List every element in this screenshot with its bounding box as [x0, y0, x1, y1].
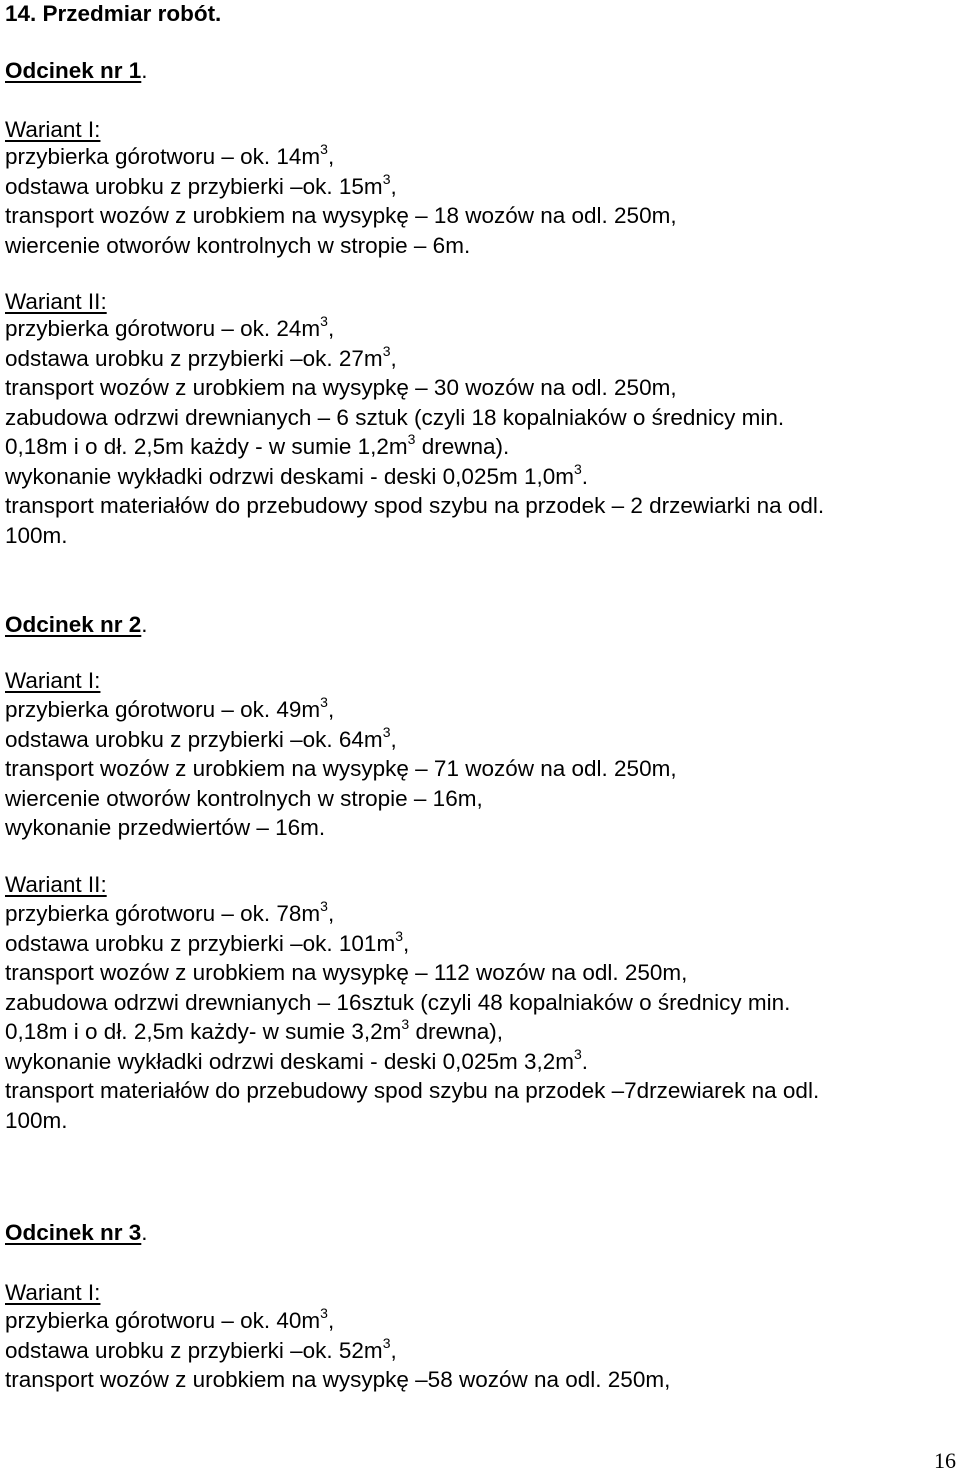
item-text: transport wozów z urobkiem na wysypkę – 112 wozów na odl. 250m,: [5, 960, 688, 985]
item-line: [5, 927, 410, 958]
item-text-tail: ,: [390, 345, 397, 371]
unit-exponent: 3: [573, 460, 582, 477]
item-line: [5, 989, 790, 1017]
section-title-label: Odcinek nr 1: [5, 58, 142, 83]
variant-heading: Wariant II:: [5, 872, 107, 897]
section-title-3: Odcinek nr 3.: [5, 1220, 148, 1245]
item-line: [5, 315, 334, 343]
item-text: transport wozów z urobkiem na wysypkę – 71 wozów na odl. 250m,: [5, 756, 677, 781]
item-text: transport materiałów do przebudowy spod szybu na przodek – 2 drzewiarki na odl.: [5, 493, 825, 518]
item-text: odstawa urobku z przybierki –ok. 64m: [5, 726, 383, 752]
item-text: zabudowa odrzwi drewnianych – 6 sztuk (czyli 18 kopalniaków o średnicy min.: [5, 404, 785, 430]
unit-exponent: 3: [407, 431, 416, 447]
item-text: zabudowa odrzwi drewnianych – 16sztuk (czyli 48 kopalniaków o średnicy min.: [5, 989, 791, 1015]
item-text-tail: ,: [390, 726, 397, 752]
item-text: przybierka górotworu – ok. 24m: [5, 316, 321, 341]
item-line: [5, 1307, 334, 1335]
item-line: [5, 374, 677, 402]
item-line: [5, 1107, 68, 1135]
item-line: [5, 342, 397, 373]
item-text: 100m.: [5, 522, 68, 548]
item-text: 100m.: [5, 1107, 68, 1133]
section-heading: 14. Przedmiar robót.: [5, 1, 222, 26]
item-line: [5, 723, 397, 754]
item-text: wiercenie otworów kontrolnych w stropie – 16m,: [5, 785, 483, 811]
unit-exponent: 3: [320, 313, 328, 329]
item-text-tail: ,: [403, 930, 410, 956]
unit-exponent: 3: [320, 898, 328, 914]
item-text-tail: ,: [327, 144, 335, 169]
item-text: wykonanie wykładki odrzwi deskami - deski 0,025m 3,2m: [5, 1048, 574, 1074]
section-title-label: Odcinek nr 2: [5, 612, 142, 637]
item-line: [5, 492, 824, 520]
item-line: [5, 404, 784, 432]
item-text: transport materiałów do przebudowy spod szybu na przodek –7drzewiarek na odl.: [5, 1078, 820, 1103]
item-text-tail: drewna).: [415, 434, 510, 459]
item-text-tail: ,: [327, 1308, 335, 1333]
item-text: wykonanie przedwiertów – 16m.: [5, 815, 326, 840]
item-line: [5, 202, 677, 230]
item-text: transport wozów z urobkiem na wysypkę – 18 wozów na odl. 250m,: [5, 203, 677, 228]
item-line: [5, 170, 397, 201]
unit-exponent: 3: [382, 342, 391, 359]
item-text: przybierka górotworu – ok. 78m: [5, 901, 321, 926]
item-text-tail: ,: [327, 316, 335, 341]
section-title-1: Odcinek nr 1.: [5, 58, 148, 83]
section-title-label: Odcinek nr 3: [5, 1220, 142, 1245]
item-text: 0,18m i o dł. 2,5m każdy - w sumie 1,2m: [5, 434, 408, 459]
item-line: [5, 755, 677, 783]
item-text: 0,18m i o dł. 2,5m każdy- w sumie 3,2m: [5, 1019, 402, 1044]
variant-heading: Wariant II:: [5, 289, 107, 314]
item-text: przybierka górotworu – ok. 49m: [5, 697, 321, 722]
unit-exponent: 3: [382, 170, 391, 187]
variant-heading: Wariant I:: [5, 117, 101, 142]
unit-exponent: 3: [382, 723, 391, 740]
item-line: [5, 522, 68, 550]
item-line: [5, 1077, 819, 1105]
item-text-tail: drewna),: [409, 1019, 503, 1044]
item-text-tail: ,: [390, 1337, 397, 1363]
item-line: [5, 433, 509, 461]
item-text-tail: ,: [390, 173, 397, 199]
item-text: przybierka górotworu – ok. 40m: [5, 1308, 321, 1333]
item-line: [5, 143, 334, 171]
item-line: [5, 696, 334, 724]
unit-exponent: 3: [382, 1334, 391, 1351]
page-number: 16: [934, 1448, 956, 1473]
item-line: [5, 900, 334, 928]
item-text: wiercenie otworów kontrolnych w stropie – 6m.: [5, 232, 471, 258]
unit-exponent: 3: [395, 927, 403, 944]
item-text-tail: ,: [327, 697, 335, 722]
unit-exponent: 3: [320, 1305, 328, 1321]
item-line: [5, 232, 470, 260]
item-text: transport wozów z urobkiem na wysypkę – 30 wozów na odl. 250m,: [5, 375, 677, 400]
item-text-tail: ,: [327, 901, 335, 926]
item-text: odstawa urobku z przybierki –ok. 15m: [5, 173, 383, 199]
item-line: [5, 1045, 589, 1076]
item-text: odstawa urobku z przybierki –ok. 27m: [5, 345, 383, 371]
unit-exponent: 3: [401, 1016, 410, 1032]
item-text: odstawa urobku z przybierki –ok. 52m: [5, 1337, 383, 1363]
item-text: transport wozów z urobkiem na wysypkę –58 wozów na odl. 250m,: [5, 1367, 671, 1392]
variant-heading: Wariant I:: [5, 668, 101, 693]
item-line: [5, 460, 589, 491]
item-text: wykonanie wykładki odrzwi deskami - deski 0,025m 1,0m: [5, 463, 574, 489]
section-title-2: Odcinek nr 2.: [5, 612, 148, 637]
item-line: [5, 785, 483, 813]
item-line: [5, 814, 325, 842]
item-text: odstawa urobku z przybierki –ok. 101m: [5, 930, 396, 956]
item-line: [5, 1366, 670, 1394]
item-line: [5, 1018, 503, 1046]
item-text: przybierka górotworu – ok. 14m: [5, 144, 321, 169]
variant-heading: Wariant I:: [5, 1280, 101, 1305]
item-text-tail: .: [581, 463, 589, 489]
unit-exponent: 3: [320, 141, 328, 157]
unit-exponent: 3: [573, 1045, 582, 1062]
item-line: [5, 959, 687, 987]
item-text-tail: .: [581, 1048, 589, 1074]
unit-exponent: 3: [320, 694, 328, 710]
item-line: [5, 1334, 397, 1365]
